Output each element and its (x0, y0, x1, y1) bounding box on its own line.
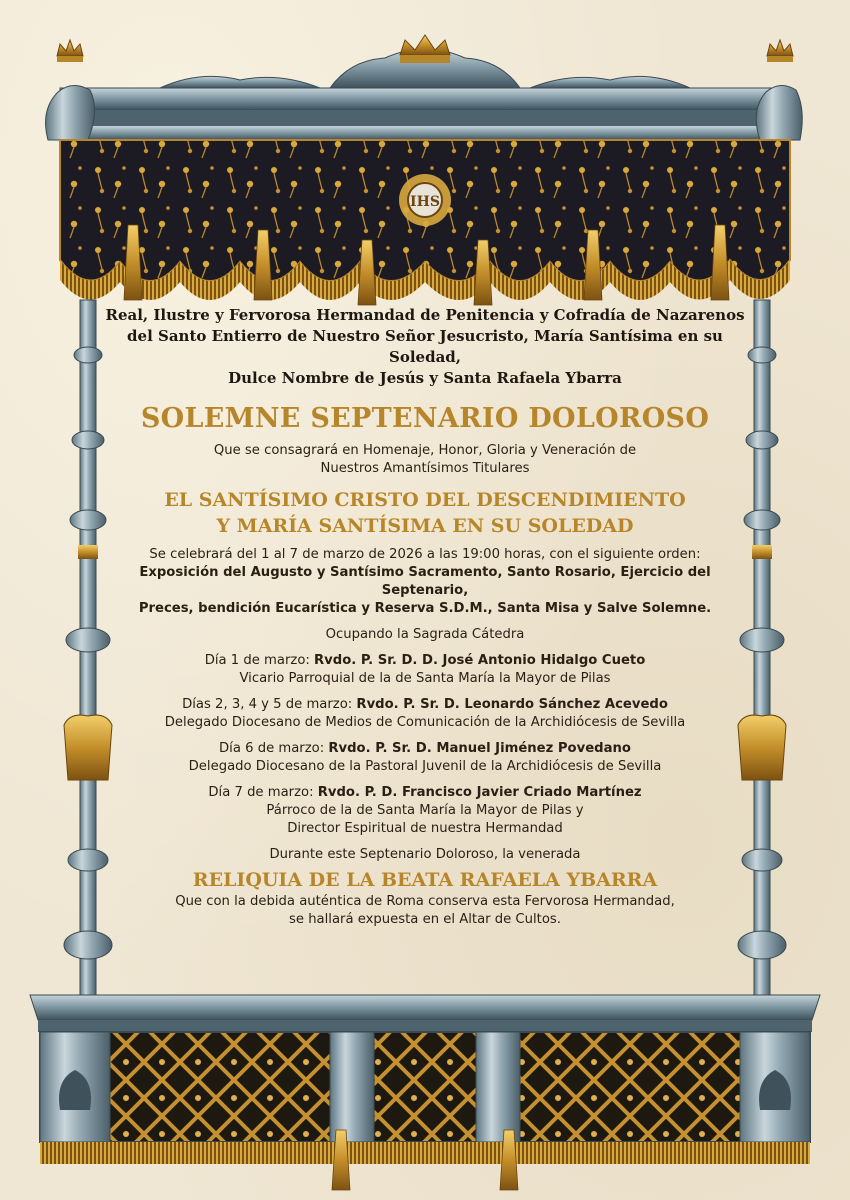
crown-icon (400, 35, 450, 63)
preacher-name: Rvdo. P. Sr. D. D. José Antonio Hidalgo Cueto (314, 653, 646, 668)
preacher-days: Día 6 de marzo: (219, 741, 329, 756)
catedra-label: Ocupando la Sagrada Cátedra (325, 627, 525, 642)
preacher-role: Delegado Diocesano de Medios de Comunicación de la Archidiócesis de Sevilla (164, 715, 686, 730)
brotherhood-name-line-1: Real, Ilustre y Fervorosa Hermandad de Penitencia y Cofradía de Nazarenos (105, 306, 745, 324)
announcement-content (100, 305, 750, 929)
preacher-days: Días 2, 3, 4 y 5 de marzo: (182, 697, 357, 712)
relic-line-1: Que con la debida auténtica de Roma conserva esta Fervorosa Hermandad, (175, 894, 675, 909)
relic-title: RELIQUIA DE LA BEATA RAFAELA YBARRA (192, 869, 658, 891)
titulares-line-2: Y MARÍA SANTÍSIMA EN SU SOLEDAD (216, 515, 634, 537)
preacher-name: Rvdo. P. Sr. D. Leonardo Sánchez Acevedo (356, 697, 668, 712)
relic-line-2: se hallará expuesta en el Altar de Cultos. (289, 912, 561, 927)
page-title: SOLEMNE SEPTENARIO DOLOROSO (140, 403, 710, 434)
preacher-name: Rvdo. P. Sr. D. Manuel Jiménez Povedano (328, 741, 631, 756)
schedule-intro: Se celebrará del 1 al 7 de marzo de 2026 a las 19:00 horas, con el siguiente orden: (149, 547, 701, 562)
preacher-entry (100, 696, 750, 732)
preacher-name: Rvdo. P. D. Francisco Javier Criado Martínez (317, 785, 642, 800)
brotherhood-name-line-3: Dulce Nombre de Jesús y Santa Rafaela Ybarra (228, 369, 622, 387)
preacher-role-2: Director Espiritual de nuestra Hermandad (287, 821, 563, 836)
relic-intro: Durante este Septenario Doloroso, la venerada (269, 847, 581, 862)
titulares-heading (100, 487, 750, 539)
svg-text:IHS: IHS (410, 194, 440, 210)
brotherhood-name-line-2: del Santo Entierro de Nuestro Señor Jesucristo, María Santísima en su Soledad, (127, 327, 723, 366)
preacher-entry (100, 784, 750, 838)
schedule-order-line-1: Exposición del Augusto y Santísimo Sacramento, Santo Rosario, Ejercicio del Septenario, (139, 565, 711, 598)
titulares-line-1: EL SANTÍSIMO CRISTO DEL DESCENDIMIENTO (164, 489, 686, 511)
preacher-role: Vicario Parroquial de la de Santa María la Mayor de Pilas (239, 671, 611, 686)
preacher-role: Delegado Diocesano de la Pastoral Juvenil de la Archidiócesis de Sevilla (188, 759, 662, 774)
preacher-entry (100, 652, 750, 688)
preacher-entry (100, 740, 750, 776)
dedication-line-1: Que se consagrará en Homenaje, Honor, Gloria y Veneración de (213, 443, 637, 458)
schedule-order-line-2: Preces, bendición Eucarística y Reserva S.D.M., Santa Misa y Salve Solemne. (138, 601, 712, 616)
preacher-days: Día 1 de marzo: (204, 653, 315, 668)
preacher-role: Párroco de la de Santa María la Mayor de Pilas y (266, 803, 584, 818)
dedication-line-2: Nuestros Amantísimos Titulares (320, 461, 530, 476)
preacher-days: Día 7 de marzo: (208, 785, 318, 800)
monstrance-icon (399, 174, 451, 226)
